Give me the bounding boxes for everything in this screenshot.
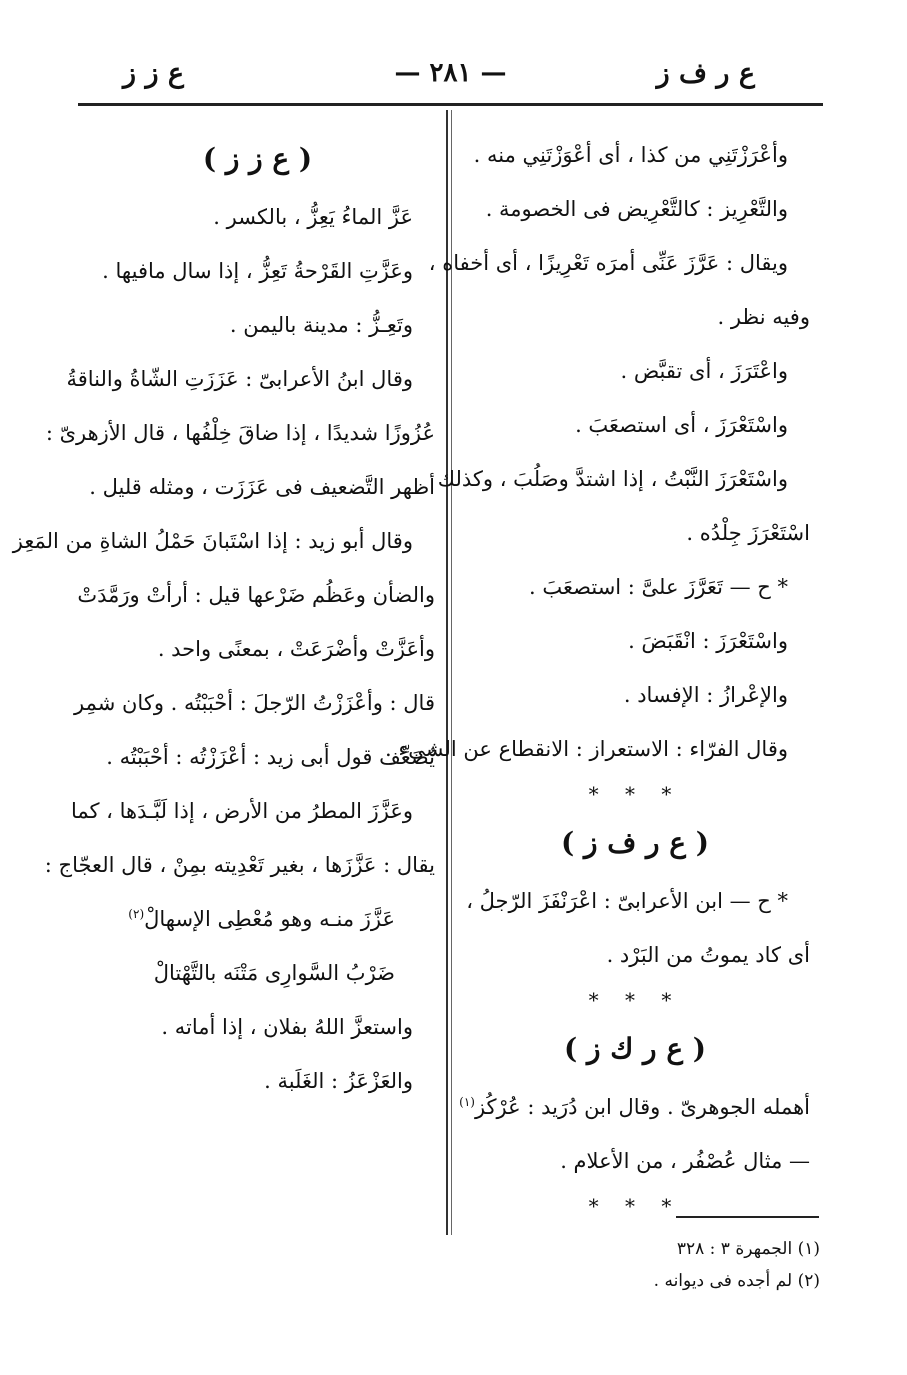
section-separator: * * *: [588, 782, 682, 806]
text-line: يُضَعِّف قول أبى زيد : أعْزَزْتُه : أحْبَبْتُه .: [106, 745, 435, 769]
text-line: والضأن وعَظُم ضَرْعها قيل : أرأتْ ورَمَّدَتْ: [77, 583, 435, 607]
text-line: وقال ابنُ الأعرابىّ : عَزَزَتِ الشّاةُ والناقةُ: [66, 367, 413, 391]
text-line: قال : وأعْزَزْتُ الرّجلَ : أحْبَبْتُه . وكان شمِر: [74, 691, 435, 715]
running-head-left: ع ز ز: [123, 58, 184, 89]
text-line: وأعْرَزْتَنِي من كذا ، أى أعْوَزْتَنِي منه .: [473, 143, 788, 167]
text-line: وعَزَّتِ القَرْحةُ تَعِزُّ ، إذا سال مافيها .: [102, 259, 413, 283]
section-separator: * * *: [588, 988, 682, 1012]
text-line: [460, 1080, 810, 1134]
text-line-content: أهمله الجوهرىّ . وقال ابن دُرَيد : عُرْكُز: [474, 1095, 810, 1119]
verse-line: [80, 892, 435, 946]
verse-text: عَزَّزَ منـه وهو مُعْطِى الإسهالْ: [144, 907, 395, 931]
text-line: واسْتَعْرَزَ : انْقَبَضَ .: [628, 629, 788, 653]
entry-heading: ( ع ر ف ز ): [560, 826, 709, 859]
footnote-marker: (٢): [128, 907, 145, 921]
text-line: واسْتَعْرَزَ ، أى استصعَبَ .: [575, 413, 788, 437]
text-line: أى كاد يموتُ من البَرْد .: [606, 943, 810, 967]
text-line: وقال أبو زيد : إذا اسْتَبانَ حَمْلُ الشاةِ من المَعِز: [12, 529, 413, 553]
text-line: * ح — ابن الأعرابىّ : اعْرَنْفَزَ الرّجلُ ،: [466, 889, 788, 913]
right-column: [385, 128, 810, 1224]
verse-line: ضَرْبُ السَّوارِى مَتْنَه بالتَّهْتالْ: [153, 961, 395, 985]
text-line: واستعزَّ اللهُ بفلان ، إذا أماته .: [161, 1015, 413, 1039]
header-rule: [78, 103, 823, 106]
text-line: ويقال : عَرَّزَ عَنِّى أمرَه تَعْرِيزًا ، أى أخفاه ،: [428, 251, 788, 275]
page-header: [78, 58, 823, 98]
text-line: والتَّعْرِيز : كالتَّعْرِيض فى الخصومة .: [485, 197, 788, 221]
text-line: عُزُوزًا شديدًا ، إذا ضاقَ خِلْفُها ، قال الأزهرىّ :: [45, 421, 435, 445]
text-line: واعْتَرَزَ ، أى تقبَّض .: [620, 359, 788, 383]
footnote-marker: (١): [459, 1095, 475, 1109]
text-line: وتَعِـزُّ : مدينة باليمن .: [229, 313, 413, 337]
text-line: واسْتَعْرَزَ النَّبْتُ ، إذا اشتدَّ وصَلُبَ ، وكذلك: [437, 467, 788, 491]
text-line: وقال الفرّاء : الاستعراز : الانقطاع عن الشىء .: [385, 737, 788, 761]
text-line: والعَزْعَزُ : الغَلَبة .: [264, 1069, 413, 1093]
text-line: عَزَّ الماءُ يَعِزُّ ، بالكسر .: [213, 205, 413, 229]
text-line: وعَزَّزَ المطرُ من الأرض ، إذا لَبَّـدَها ، كما: [70, 799, 413, 823]
text-line: والإعْرازُ : الإفساد .: [623, 683, 788, 707]
footnotes: [560, 1233, 820, 1297]
entry-heading: ( ع ز ز ): [202, 142, 313, 175]
page-number: — ٢٨١ —: [394, 58, 507, 88]
text-line: — مثال عُصْفُر ، من الأعلام .: [560, 1149, 810, 1173]
footnote: (٢) لم أجده فى ديوانه .: [653, 1271, 820, 1291]
text-line: وفيه نظر .: [717, 305, 810, 329]
footnote: (١) الجمهرة ٣ : ٣٢٨: [676, 1239, 820, 1259]
text-line: اسْتَعْرَزَ جِلْدُه .: [686, 521, 810, 545]
text-line: يقال : عَزَّزَها ، بغير تَعْدِيته بمِنْ ، قال العجّاج :: [44, 853, 435, 877]
entry-heading: ( ع ر ك ز ): [563, 1032, 707, 1065]
text-line: أظهر التَّضعيف فى عَزَزَت ، ومثله قليل .: [89, 475, 435, 499]
text-line: وأعَزَّتْ وأضْرَعَتْ ، بمعنًى واحد .: [157, 637, 435, 661]
section-separator: * * *: [588, 1194, 682, 1218]
running-head-right: ع ر ف ز: [656, 58, 755, 89]
text-line: * ح — تَعَرَّزَ علىَّ : استصعَبَ .: [529, 575, 788, 599]
left-column: [12, 128, 435, 1108]
footnote-rule: [676, 1216, 819, 1218]
